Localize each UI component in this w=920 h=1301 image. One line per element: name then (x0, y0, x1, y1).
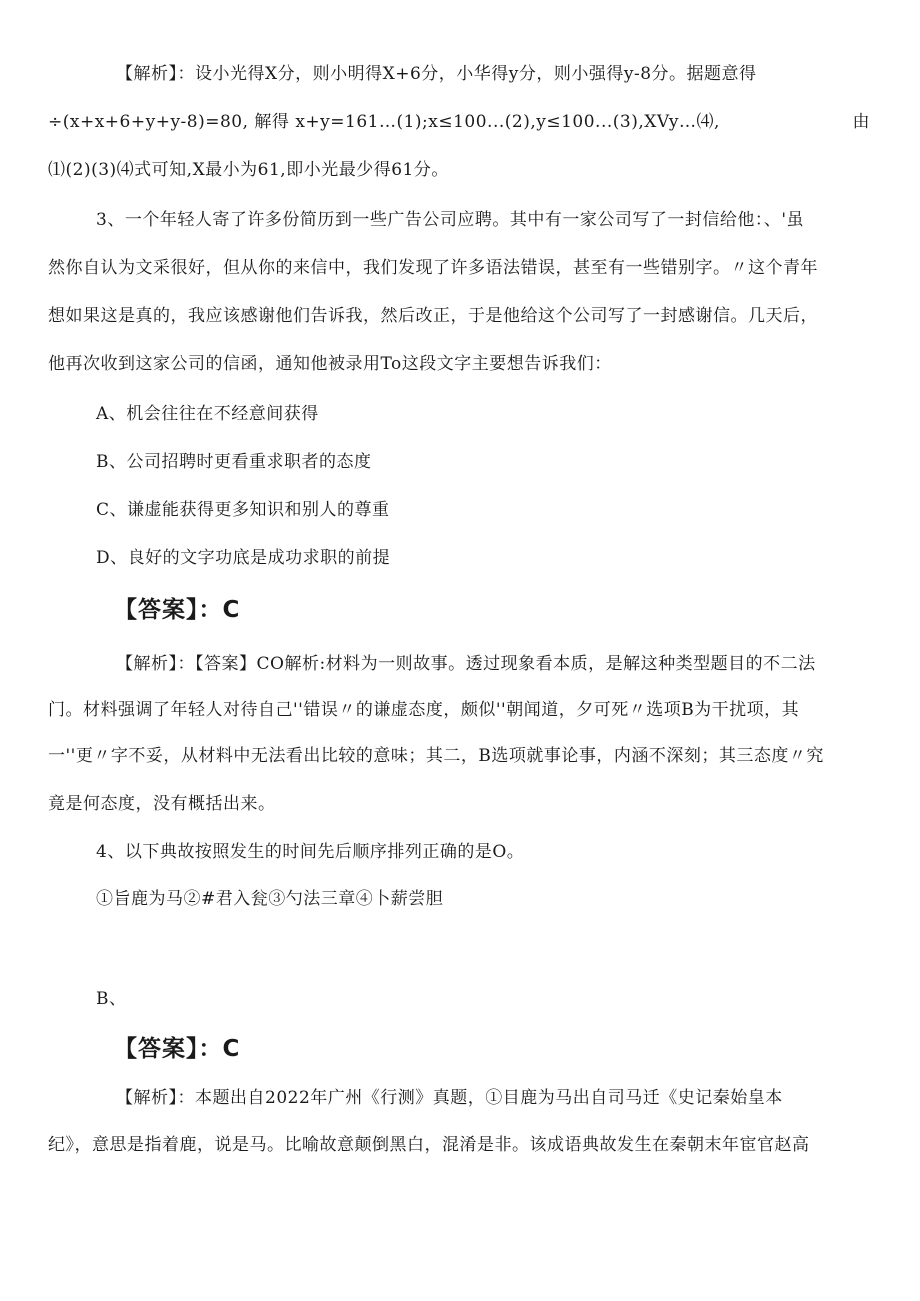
q4-analysis-line-1: 【解析】：本题出自2022年广州《行测》真题，①目鹿为马出自司马迁《史记秦始皇本 (116, 1088, 783, 1108)
q4-items: ①旨鹿为马②#君入瓮③勺法三章④卜薪尝胆 (96, 889, 444, 909)
q3-option-c: C、谦虚能获得更多知识和别人的尊重 (96, 500, 390, 520)
q2-analysis-line-3: ⑴(2)(3)⑷式可知,X最小为61,即小光最少得61分。 (48, 160, 449, 180)
q4-analysis-line-2: 纪》，意思是指着鹿，说是马。比喻故意颠倒黑白，混淆是非。该成语典故发生在秦朝末年宦官赵高 (48, 1135, 810, 1155)
q3-stem-line-2: 然你自认为文采很好，但从你的来信中，我们发现了许多语法错误，甚至有一些错别字。〃这个青年 (48, 258, 818, 278)
q3-analysis-line-1: 【解析】：【答案】CO解析:材料为一则故事。透过现象看本质，是解这种类型题目的不二法 (116, 654, 816, 674)
q2-analysis-line-2-end: 由 (852, 112, 870, 132)
q4-option-b: B、 (96, 989, 127, 1009)
q4-answer: 【答案】：C (114, 1036, 241, 1062)
q4-stem: 4、以下典故按照发生的时间先后顺序排列正确的是O。 (96, 842, 525, 862)
q3-option-a: A、机会往往在不经意间获得 (96, 404, 319, 424)
q3-stem-line-3: 想如果这是真的，我应该感谢他们告诉我，然后改正，于是他给这个公司写了一封感谢信。几天后， (48, 306, 818, 326)
q2-analysis-line-2-text: ÷(x+x+6+y+y-8)=80, 解得 x+y=161…(1);x≤100...(2),y≤100...(3),XVy…⑷, (48, 112, 720, 132)
q3-stem-line-1: 3、一个年轻人寄了许多份简历到一些广告公司应聘。其中有一家公司写了一封信给他：、'虽 (96, 210, 804, 230)
q3-answer: 【答案】：C (114, 597, 241, 623)
q3-analysis-line-4: 竟是何态度，没有概括出来。 (48, 794, 276, 814)
q3-analysis-line-3: 一''更〃字不妥，从材料中无法看出比较的意味；其二，B选项就事论事，内涵不深刻；其三态度〃究 (48, 746, 824, 766)
q3-stem-line-4: 他再次收到这家公司的信函，通知他被录用To这段文字主要想告诉我们： (48, 354, 612, 374)
q3-option-d: D、良好的文字功底是成功求职的前提 (96, 548, 391, 568)
q2-analysis-line-1: 【解析】：设小光得X分，则小明得X+6分，小华得y分，则小强得y-8分。据题意得 (116, 64, 757, 84)
q3-analysis-line-2: 门。材料强调了年轻人对待自己''错误〃的谦虚态度，颇似''朝闻道，夕可死〃选项B为干扰项，其 (48, 700, 800, 720)
q3-option-b: B、公司招聘时更看重求职者的态度 (96, 452, 372, 472)
q2-analysis-line-2 (48, 111, 870, 133)
